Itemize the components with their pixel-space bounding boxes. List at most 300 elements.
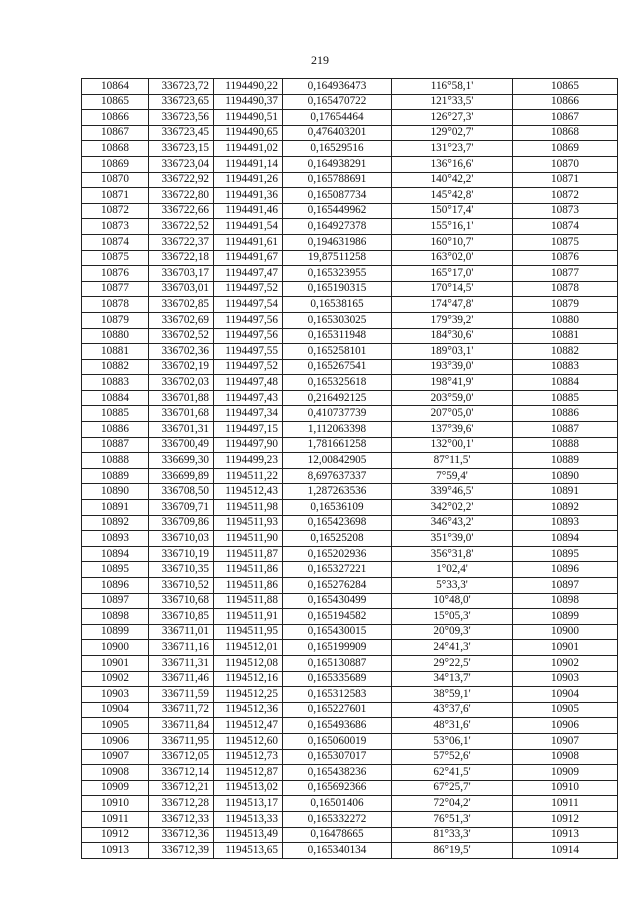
distance-cell: 0,16525208 xyxy=(283,531,392,547)
x-coordinate-cell: 336711,84 xyxy=(149,718,214,734)
distance-cell: 0,165692366 xyxy=(283,780,392,796)
x-coordinate-cell: 336722,80 xyxy=(149,188,214,204)
point-number-cell: 10902 xyxy=(82,671,149,687)
next-point-cell: 10886 xyxy=(513,406,618,422)
next-point-cell: 10904 xyxy=(513,687,618,703)
point-number-cell: 10895 xyxy=(82,562,149,578)
table-row xyxy=(82,671,618,687)
direction-angle-cell: 72°04,2' xyxy=(392,796,513,812)
y-coordinate-cell: 1194512,01 xyxy=(214,640,283,656)
y-coordinate-cell: 1194497,54 xyxy=(214,297,283,313)
direction-angle-cell: 198°41,9' xyxy=(392,375,513,391)
y-coordinate-cell: 1194490,51 xyxy=(214,110,283,126)
y-coordinate-cell: 1194512,73 xyxy=(214,749,283,765)
x-coordinate-cell: 336703,17 xyxy=(149,266,214,282)
next-point-cell: 10895 xyxy=(513,546,618,562)
x-coordinate-cell: 336723,72 xyxy=(149,79,214,95)
distance-cell: 1,781661258 xyxy=(283,437,392,453)
direction-angle-cell: 160°10,7' xyxy=(392,234,513,250)
distance-cell: 0,165325618 xyxy=(283,375,392,391)
y-coordinate-cell: 1194491,61 xyxy=(214,234,283,250)
point-number-cell: 10880 xyxy=(82,328,149,344)
next-point-cell: 10878 xyxy=(513,281,618,297)
point-number-cell: 10884 xyxy=(82,390,149,406)
next-point-cell: 10880 xyxy=(513,312,618,328)
table-row xyxy=(82,593,618,609)
next-point-cell: 10868 xyxy=(513,125,618,141)
x-coordinate-cell: 336712,33 xyxy=(149,811,214,827)
x-coordinate-cell: 336710,85 xyxy=(149,609,214,625)
table-row xyxy=(82,702,618,718)
direction-angle-cell: 48°31,6' xyxy=(392,718,513,734)
distance-cell: 0,165311948 xyxy=(283,328,392,344)
y-coordinate-cell: 1194497,90 xyxy=(214,437,283,453)
x-coordinate-cell: 336710,19 xyxy=(149,546,214,562)
distance-cell: 0,165227601 xyxy=(283,702,392,718)
next-point-cell: 10870 xyxy=(513,156,618,172)
y-coordinate-cell: 1194491,26 xyxy=(214,172,283,188)
next-point-cell: 10869 xyxy=(513,141,618,157)
x-coordinate-cell: 336711,01 xyxy=(149,624,214,640)
next-point-cell: 10902 xyxy=(513,655,618,671)
direction-angle-cell: 57°52,6' xyxy=(392,749,513,765)
x-coordinate-cell: 336710,68 xyxy=(149,593,214,609)
y-coordinate-cell: 1194513,17 xyxy=(214,796,283,812)
point-number-cell: 10908 xyxy=(82,765,149,781)
y-coordinate-cell: 1194513,49 xyxy=(214,827,283,843)
direction-angle-cell: 7°59,4' xyxy=(392,468,513,484)
table-row xyxy=(82,484,618,500)
x-coordinate-cell: 336711,72 xyxy=(149,702,214,718)
x-coordinate-cell: 336722,37 xyxy=(149,234,214,250)
y-coordinate-cell: 1194491,67 xyxy=(214,250,283,266)
table-row xyxy=(82,328,618,344)
direction-angle-cell: 20°09,3' xyxy=(392,624,513,640)
x-coordinate-cell: 336701,68 xyxy=(149,406,214,422)
distance-cell: 0,165470722 xyxy=(283,94,392,110)
distance-cell: 0,165430499 xyxy=(283,593,392,609)
x-coordinate-cell: 336702,19 xyxy=(149,359,214,375)
next-point-cell: 10877 xyxy=(513,266,618,282)
distance-cell: 0,16501406 xyxy=(283,796,392,812)
point-number-cell: 10881 xyxy=(82,344,149,360)
next-point-cell: 10906 xyxy=(513,718,618,734)
point-number-cell: 10869 xyxy=(82,156,149,172)
direction-angle-cell: 339°46,5' xyxy=(392,484,513,500)
table-row xyxy=(82,500,618,516)
x-coordinate-cell: 336702,69 xyxy=(149,312,214,328)
direction-angle-cell: 87°11,5' xyxy=(392,453,513,469)
y-coordinate-cell: 1194497,48 xyxy=(214,375,283,391)
table-row xyxy=(82,219,618,235)
point-number-cell: 10913 xyxy=(82,843,149,859)
direction-angle-cell: 356°31,8' xyxy=(392,546,513,562)
direction-angle-cell: 174°47,8' xyxy=(392,297,513,313)
table-row xyxy=(82,234,618,250)
x-coordinate-cell: 336711,46 xyxy=(149,671,214,687)
point-number-cell: 10912 xyxy=(82,827,149,843)
point-number-cell: 10882 xyxy=(82,359,149,375)
table-row xyxy=(82,546,618,562)
x-coordinate-cell: 336722,52 xyxy=(149,219,214,235)
y-coordinate-cell: 1194490,37 xyxy=(214,94,283,110)
direction-angle-cell: 203°59,0' xyxy=(392,390,513,406)
y-coordinate-cell: 1194511,86 xyxy=(214,578,283,594)
distance-cell: 0,410737739 xyxy=(283,406,392,422)
next-point-cell: 10903 xyxy=(513,671,618,687)
point-number-cell: 10879 xyxy=(82,312,149,328)
point-number-cell: 10889 xyxy=(82,468,149,484)
y-coordinate-cell: 1194491,36 xyxy=(214,188,283,204)
direction-angle-cell: 145°42,8' xyxy=(392,188,513,204)
x-coordinate-cell: 336699,30 xyxy=(149,453,214,469)
y-coordinate-cell: 1194491,02 xyxy=(214,141,283,157)
x-coordinate-cell: 336722,66 xyxy=(149,203,214,219)
x-coordinate-cell: 336702,03 xyxy=(149,375,214,391)
direction-angle-cell: 15°05,3' xyxy=(392,609,513,625)
table-row xyxy=(82,811,618,827)
distance-cell: 0,165430015 xyxy=(283,624,392,640)
distance-cell: 0,165493686 xyxy=(283,718,392,734)
table-row xyxy=(82,687,618,703)
direction-angle-cell: 165°17,0' xyxy=(392,266,513,282)
coordinates-table-body xyxy=(82,79,618,859)
y-coordinate-cell: 1194512,43 xyxy=(214,484,283,500)
direction-angle-cell: 86°19,5' xyxy=(392,843,513,859)
next-point-cell: 10875 xyxy=(513,234,618,250)
distance-cell: 0,16478665 xyxy=(283,827,392,843)
next-point-cell: 10867 xyxy=(513,110,618,126)
x-coordinate-cell: 336711,95 xyxy=(149,733,214,749)
point-number-cell: 10910 xyxy=(82,796,149,812)
next-point-cell: 10913 xyxy=(513,827,618,843)
y-coordinate-cell: 1194490,22 xyxy=(214,79,283,95)
direction-angle-cell: 132°00,1' xyxy=(392,437,513,453)
point-number-cell: 10872 xyxy=(82,203,149,219)
next-point-cell: 10885 xyxy=(513,390,618,406)
next-point-cell: 10894 xyxy=(513,531,618,547)
direction-angle-cell: 179°39,2' xyxy=(392,312,513,328)
distance-cell: 0,165449962 xyxy=(283,203,392,219)
direction-angle-cell: 38°59,1' xyxy=(392,687,513,703)
direction-angle-cell: 163°02,0' xyxy=(392,250,513,266)
y-coordinate-cell: 1194499,23 xyxy=(214,453,283,469)
x-coordinate-cell: 336699,89 xyxy=(149,468,214,484)
table-row xyxy=(82,827,618,843)
direction-angle-cell: 184°30,6' xyxy=(392,328,513,344)
x-coordinate-cell: 336711,16 xyxy=(149,640,214,656)
y-coordinate-cell: 1194512,36 xyxy=(214,702,283,718)
y-coordinate-cell: 1194497,56 xyxy=(214,312,283,328)
direction-angle-cell: 76°51,3' xyxy=(392,811,513,827)
point-number-cell: 10883 xyxy=(82,375,149,391)
next-point-cell: 10911 xyxy=(513,796,618,812)
point-number-cell: 10864 xyxy=(82,79,149,95)
point-number-cell: 10896 xyxy=(82,578,149,594)
point-number-cell: 10875 xyxy=(82,250,149,266)
x-coordinate-cell: 336722,18 xyxy=(149,250,214,266)
table-row xyxy=(82,562,618,578)
x-coordinate-cell: 336723,45 xyxy=(149,125,214,141)
table-row xyxy=(82,141,618,157)
direction-angle-cell: 131°23,7' xyxy=(392,141,513,157)
x-coordinate-cell: 336710,52 xyxy=(149,578,214,594)
table-row xyxy=(82,624,618,640)
direction-angle-cell: 346°43,2' xyxy=(392,515,513,531)
y-coordinate-cell: 1194513,33 xyxy=(214,811,283,827)
next-point-cell: 10891 xyxy=(513,484,618,500)
table-row xyxy=(82,359,618,375)
y-coordinate-cell: 1194512,87 xyxy=(214,765,283,781)
x-coordinate-cell: 336712,05 xyxy=(149,749,214,765)
x-coordinate-cell: 336702,52 xyxy=(149,328,214,344)
y-coordinate-cell: 1194511,91 xyxy=(214,609,283,625)
next-point-cell: 10865 xyxy=(513,79,618,95)
table-row xyxy=(82,203,618,219)
y-coordinate-cell: 1194491,46 xyxy=(214,203,283,219)
point-number-cell: 10892 xyxy=(82,515,149,531)
direction-angle-cell: 155°16,1' xyxy=(392,219,513,235)
x-coordinate-cell: 336722,92 xyxy=(149,172,214,188)
next-point-cell: 10909 xyxy=(513,765,618,781)
direction-angle-cell: 1°02,4' xyxy=(392,562,513,578)
direction-angle-cell: 67°25,7' xyxy=(392,780,513,796)
direction-angle-cell: 137°39,6' xyxy=(392,422,513,438)
direction-angle-cell: 116°58,1' xyxy=(392,79,513,95)
direction-angle-cell: 170°14,5' xyxy=(392,281,513,297)
direction-angle-cell: 34°13,7' xyxy=(392,671,513,687)
direction-angle-cell: 189°03,1' xyxy=(392,344,513,360)
distance-cell: 0,165202936 xyxy=(283,546,392,562)
table-row xyxy=(82,609,618,625)
distance-cell: 0,165087734 xyxy=(283,188,392,204)
next-point-cell: 10872 xyxy=(513,188,618,204)
x-coordinate-cell: 336710,35 xyxy=(149,562,214,578)
point-number-cell: 10899 xyxy=(82,624,149,640)
table-row xyxy=(82,640,618,656)
table-row xyxy=(82,578,618,594)
distance-cell: 0,165303025 xyxy=(283,312,392,328)
point-number-cell: 10871 xyxy=(82,188,149,204)
direction-angle-cell: 53°06,1' xyxy=(392,733,513,749)
point-number-cell: 10909 xyxy=(82,780,149,796)
point-number-cell: 10904 xyxy=(82,702,149,718)
distance-cell: 0,165335689 xyxy=(283,671,392,687)
table-row xyxy=(82,94,618,110)
point-number-cell: 10898 xyxy=(82,609,149,625)
distance-cell: 0,165327221 xyxy=(283,562,392,578)
distance-cell: 0,476403201 xyxy=(283,125,392,141)
y-coordinate-cell: 1194511,86 xyxy=(214,562,283,578)
point-number-cell: 10901 xyxy=(82,655,149,671)
distance-cell: 0,165438236 xyxy=(283,765,392,781)
point-number-cell: 10865 xyxy=(82,94,149,110)
y-coordinate-cell: 1194512,25 xyxy=(214,687,283,703)
table-row xyxy=(82,780,618,796)
distance-cell: 0,165194582 xyxy=(283,609,392,625)
distance-cell: 0,165267541 xyxy=(283,359,392,375)
x-coordinate-cell: 336702,85 xyxy=(149,297,214,313)
direction-angle-cell: 342°02,2' xyxy=(392,500,513,516)
direction-angle-cell: 129°02,7' xyxy=(392,125,513,141)
table-row xyxy=(82,375,618,391)
direction-angle-cell: 351°39,0' xyxy=(392,531,513,547)
distance-cell: 12,00842905 xyxy=(283,453,392,469)
point-number-cell: 10876 xyxy=(82,266,149,282)
direction-angle-cell: 207°05,0' xyxy=(392,406,513,422)
x-coordinate-cell: 336712,39 xyxy=(149,843,214,859)
table-row xyxy=(82,515,618,531)
y-coordinate-cell: 1194512,16 xyxy=(214,671,283,687)
point-number-cell: 10897 xyxy=(82,593,149,609)
table-row xyxy=(82,156,618,172)
x-coordinate-cell: 336703,01 xyxy=(149,281,214,297)
distance-cell: 0,165276284 xyxy=(283,578,392,594)
point-number-cell: 10906 xyxy=(82,733,149,749)
point-number-cell: 10907 xyxy=(82,749,149,765)
direction-angle-cell: 81°33,3' xyxy=(392,827,513,843)
table-row xyxy=(82,453,618,469)
distance-cell: 0,194631986 xyxy=(283,234,392,250)
x-coordinate-cell: 336723,65 xyxy=(149,94,214,110)
distance-cell: 0,165312583 xyxy=(283,687,392,703)
table-row xyxy=(82,390,618,406)
next-point-cell: 10899 xyxy=(513,609,618,625)
x-coordinate-cell: 336712,14 xyxy=(149,765,214,781)
point-number-cell: 10888 xyxy=(82,453,149,469)
x-coordinate-cell: 336709,71 xyxy=(149,500,214,516)
point-number-cell: 10877 xyxy=(82,281,149,297)
next-point-cell: 10879 xyxy=(513,297,618,313)
next-point-cell: 10910 xyxy=(513,780,618,796)
y-coordinate-cell: 1194497,52 xyxy=(214,281,283,297)
point-number-cell: 10900 xyxy=(82,640,149,656)
next-point-cell: 10898 xyxy=(513,593,618,609)
table-row xyxy=(82,437,618,453)
x-coordinate-cell: 336700,49 xyxy=(149,437,214,453)
x-coordinate-cell: 336723,15 xyxy=(149,141,214,157)
next-point-cell: 10897 xyxy=(513,578,618,594)
next-point-cell: 10866 xyxy=(513,94,618,110)
direction-angle-cell: 43°37,6' xyxy=(392,702,513,718)
y-coordinate-cell: 1194491,54 xyxy=(214,219,283,235)
point-number-cell: 10873 xyxy=(82,219,149,235)
y-coordinate-cell: 1194512,60 xyxy=(214,733,283,749)
next-point-cell: 10883 xyxy=(513,359,618,375)
y-coordinate-cell: 1194511,93 xyxy=(214,515,283,531)
distance-cell: 0,165323955 xyxy=(283,266,392,282)
y-coordinate-cell: 1194490,65 xyxy=(214,125,283,141)
next-point-cell: 10907 xyxy=(513,733,618,749)
distance-cell: 0,165788691 xyxy=(283,172,392,188)
table-row xyxy=(82,718,618,734)
table-row xyxy=(82,250,618,266)
table-row xyxy=(82,79,618,95)
point-number-cell: 10886 xyxy=(82,422,149,438)
next-point-cell: 10876 xyxy=(513,250,618,266)
next-point-cell: 10887 xyxy=(513,422,618,438)
y-coordinate-cell: 1194497,43 xyxy=(214,390,283,406)
point-number-cell: 10885 xyxy=(82,406,149,422)
y-coordinate-cell: 1194497,47 xyxy=(214,266,283,282)
x-coordinate-cell: 336712,21 xyxy=(149,780,214,796)
distance-cell: 0,165423698 xyxy=(283,515,392,531)
y-coordinate-cell: 1194497,56 xyxy=(214,328,283,344)
x-coordinate-cell: 336702,36 xyxy=(149,344,214,360)
distance-cell: 0,165190315 xyxy=(283,281,392,297)
point-number-cell: 10874 xyxy=(82,234,149,250)
next-point-cell: 10874 xyxy=(513,219,618,235)
table-row xyxy=(82,110,618,126)
next-point-cell: 10900 xyxy=(513,624,618,640)
y-coordinate-cell: 1194497,52 xyxy=(214,359,283,375)
next-point-cell: 10890 xyxy=(513,468,618,484)
next-point-cell: 10908 xyxy=(513,749,618,765)
y-coordinate-cell: 1194513,02 xyxy=(214,780,283,796)
point-number-cell: 10893 xyxy=(82,531,149,547)
next-point-cell: 10882 xyxy=(513,344,618,360)
y-coordinate-cell: 1194511,22 xyxy=(214,468,283,484)
x-coordinate-cell: 336708,50 xyxy=(149,484,214,500)
table-row xyxy=(82,765,618,781)
y-coordinate-cell: 1194511,90 xyxy=(214,531,283,547)
next-point-cell: 10873 xyxy=(513,203,618,219)
y-coordinate-cell: 1194497,55 xyxy=(214,344,283,360)
next-point-cell: 10888 xyxy=(513,437,618,453)
table-row xyxy=(82,172,618,188)
distance-cell: 0,164936473 xyxy=(283,79,392,95)
table-row xyxy=(82,297,618,313)
y-coordinate-cell: 1194497,34 xyxy=(214,406,283,422)
point-number-cell: 10866 xyxy=(82,110,149,126)
table-row xyxy=(82,796,618,812)
table-row xyxy=(82,531,618,547)
table-row xyxy=(82,749,618,765)
table-row xyxy=(82,406,618,422)
point-number-cell: 10891 xyxy=(82,500,149,516)
distance-cell: 8,697637337 xyxy=(283,468,392,484)
distance-cell: 0,165258101 xyxy=(283,344,392,360)
point-number-cell: 10867 xyxy=(82,125,149,141)
table-row xyxy=(82,655,618,671)
next-point-cell: 10901 xyxy=(513,640,618,656)
table-row xyxy=(82,843,618,859)
table-row xyxy=(82,344,618,360)
direction-angle-cell: 10°48,0' xyxy=(392,593,513,609)
x-coordinate-cell: 336701,88 xyxy=(149,390,214,406)
direction-angle-cell: 62°41,5' xyxy=(392,765,513,781)
y-coordinate-cell: 1194491,14 xyxy=(214,156,283,172)
direction-angle-cell: 193°39,0' xyxy=(392,359,513,375)
coordinates-table xyxy=(81,78,618,859)
distance-cell: 0,165307017 xyxy=(283,749,392,765)
distance-cell: 0,16536109 xyxy=(283,500,392,516)
x-coordinate-cell: 336711,59 xyxy=(149,687,214,703)
distance-cell: 0,164938291 xyxy=(283,156,392,172)
x-coordinate-cell: 336710,03 xyxy=(149,531,214,547)
point-number-cell: 10870 xyxy=(82,172,149,188)
distance-cell: 1,112063398 xyxy=(283,422,392,438)
next-point-cell: 10914 xyxy=(513,843,618,859)
distance-cell: 0,17654464 xyxy=(283,110,392,126)
next-point-cell: 10912 xyxy=(513,811,618,827)
table-row xyxy=(82,468,618,484)
x-coordinate-cell: 336723,04 xyxy=(149,156,214,172)
point-number-cell: 10911 xyxy=(82,811,149,827)
direction-angle-cell: 24°41,3' xyxy=(392,640,513,656)
y-coordinate-cell: 1194511,98 xyxy=(214,500,283,516)
point-number-cell: 10868 xyxy=(82,141,149,157)
